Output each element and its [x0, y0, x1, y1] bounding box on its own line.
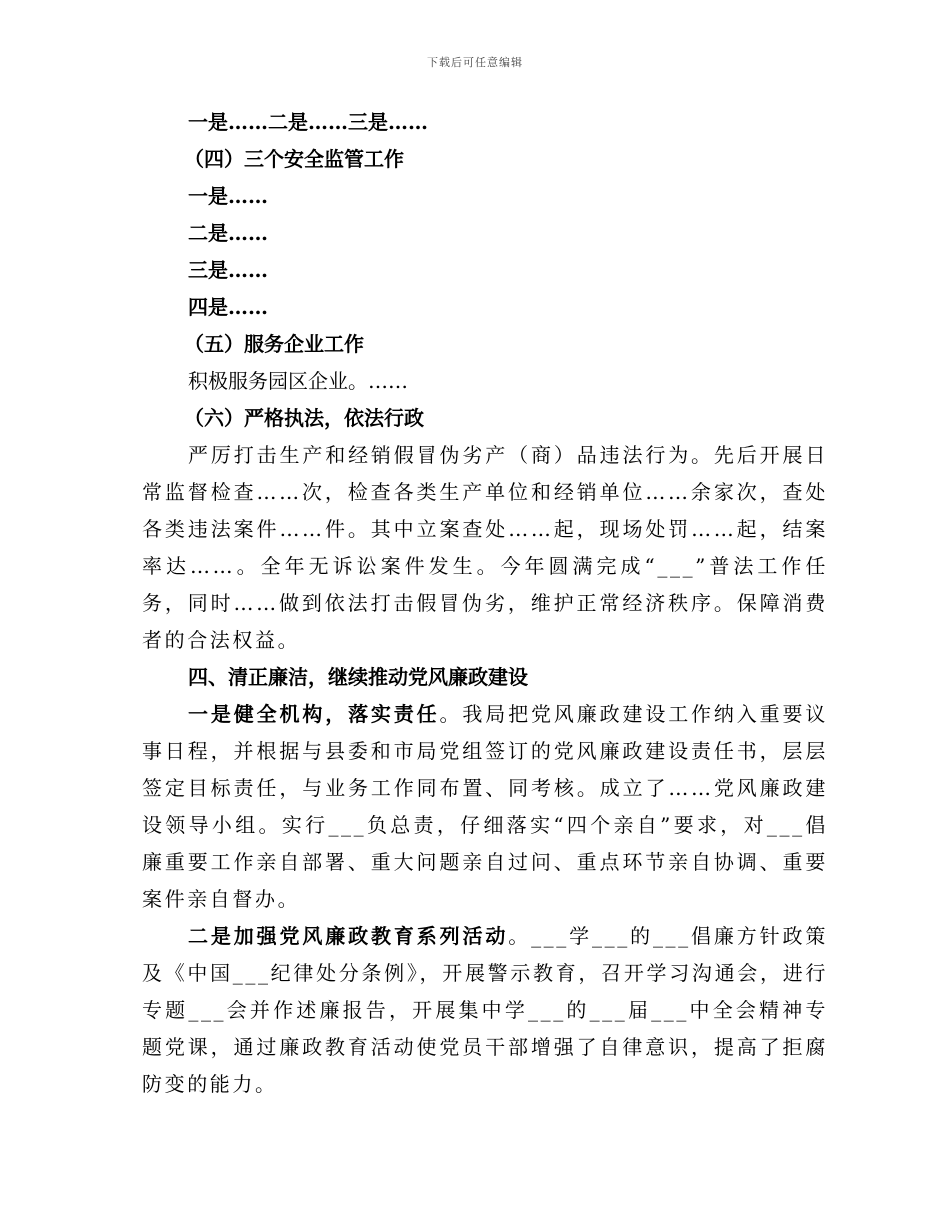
- list-line: 一是……二是……三是……: [188, 110, 428, 134]
- page-header: 下载后可任意编辑: [427, 56, 523, 69]
- paragraph: [142, 918, 828, 1103]
- section-heading: （六）严格执法，依法行政: [184, 406, 424, 430]
- paragraph-lead: 一是健全机构，落实责任: [188, 702, 440, 726]
- section-text: 积极服务园区企业。……: [188, 369, 408, 393]
- paragraph: 严厉打击生产和经销假冒伪劣产（商）品违法行为。先后开展日常监督检查……次，检查各类生产单位和经销单位……余家次，查处各类违法案件……件。其中立案查处……起，现场处罚……起，结案率达……。全年无诉讼案件发生。今年圆满完成“___”普法工作任务，同时……做到依法打击假冒伪劣，维护正常经济秩序。保障消费者的合法权益。: [142, 443, 828, 652]
- part-heading: 四、清正廉洁，继续推动党风廉政建设: [188, 665, 528, 689]
- section-heading: （四）三个安全监管工作: [184, 147, 404, 171]
- paragraph-text: 。___学___的___倡廉方针政策及《中国___纪律处分条例》，开展警示教育，召开学习沟通会，进行专题___会并作述廉报告，开展集中学___的___届___中全会精神专题党课，通过廉政教育活动使党员干部增强了自律意识，提高了拒腐防变的能力。: [142, 924, 828, 1096]
- list-item: 二是……: [188, 221, 268, 245]
- paragraph-lead: 二是加强党风廉政教育系列活动: [188, 924, 509, 948]
- list-item: 三是……: [188, 258, 268, 282]
- list-item: 四是……: [188, 295, 268, 319]
- paragraph: [142, 696, 828, 918]
- document-body: [142, 104, 828, 1103]
- list-item: 一是……: [188, 184, 268, 208]
- section-heading: （五）服务企业工作: [184, 332, 364, 356]
- paragraph-text: 。我局把党风廉政建设工作纳入重要议事日程，并根据与县委和市局党组签订的党风廉政建设责任书，层层签定目标责任，与业务工作同布置、同考核。成立了……党风廉政建设领导小组。实行___负总责，仔细落实“四个亲自”要求，对___倡廉重要工作亲自部署、重大问题亲自过问、重点环节亲自协调、重要案件亲自督办。: [142, 702, 828, 911]
